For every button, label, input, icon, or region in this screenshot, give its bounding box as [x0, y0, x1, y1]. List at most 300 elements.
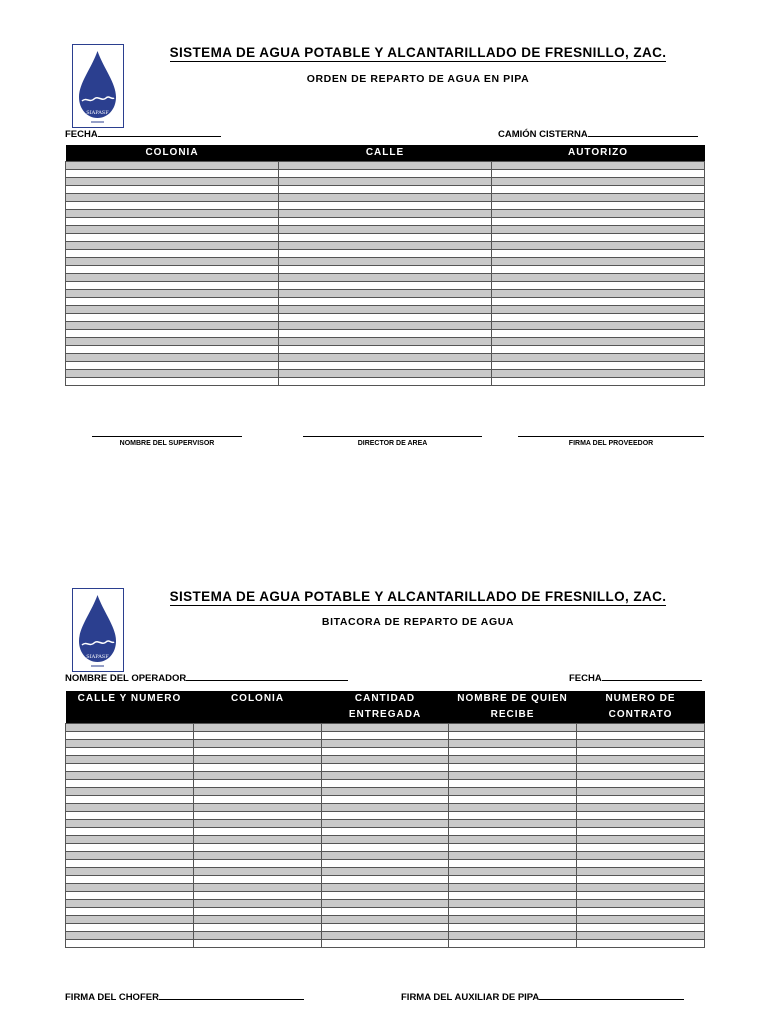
table-cell[interactable] — [492, 178, 705, 186]
table-cell[interactable] — [492, 218, 705, 226]
table-cell[interactable] — [492, 298, 705, 306]
table-row — [66, 202, 705, 210]
table-cell[interactable] — [449, 748, 577, 756]
table-cell[interactable] — [66, 812, 194, 820]
table-cell[interactable] — [492, 242, 705, 250]
table-row — [66, 370, 705, 378]
table-cell[interactable] — [577, 812, 705, 820]
nombre-operador-field[interactable] — [65, 672, 348, 684]
table-cell[interactable] — [194, 812, 322, 820]
table-cell[interactable] — [449, 820, 577, 828]
table-cell[interactable] — [322, 780, 449, 788]
fecha-label: FECHA — [569, 673, 602, 684]
fecha-field[interactable] — [65, 128, 221, 140]
table-cell[interactable] — [66, 772, 194, 780]
form-subtitle: BITACORA DE REPARTO DE AGUA — [321, 616, 515, 628]
table-cell[interactable] — [492, 378, 705, 386]
table-cell[interactable] — [492, 338, 705, 346]
table-cell[interactable] — [577, 940, 705, 948]
table-cell[interactable] — [577, 860, 705, 868]
table-cell[interactable] — [66, 876, 194, 884]
table-cell[interactable] — [449, 924, 577, 932]
table-row — [66, 756, 705, 764]
table-cell[interactable] — [66, 732, 194, 740]
column-header-cantidad-entregada: CANTIDAD ENTREGADA — [322, 691, 449, 724]
table-cell[interactable] — [322, 732, 449, 740]
table-cell[interactable] — [66, 218, 279, 226]
table-cell[interactable] — [577, 748, 705, 756]
signature-label: DIRECTOR DE AREA — [357, 440, 428, 447]
table-cell[interactable] — [449, 804, 577, 812]
table-cell[interactable] — [66, 820, 194, 828]
table-cell[interactable] — [449, 892, 577, 900]
firma-chofer-field[interactable] — [65, 991, 304, 1003]
table-cell[interactable] — [279, 226, 492, 234]
table-cell[interactable] — [577, 804, 705, 812]
table-cell[interactable] — [449, 772, 577, 780]
column-header-calle-y-numero: CALLE Y NUMERO — [66, 691, 194, 724]
table-cell[interactable] — [194, 804, 322, 812]
table-row — [66, 772, 705, 780]
table-cell[interactable] — [66, 860, 194, 868]
table-cell[interactable] — [66, 266, 279, 274]
table-cell[interactable] — [66, 354, 279, 362]
table-cell[interactable] — [279, 330, 492, 338]
order-table — [65, 145, 705, 386]
table-cell[interactable] — [279, 202, 492, 210]
table-cell[interactable] — [66, 924, 194, 932]
table-row — [66, 932, 705, 940]
table-cell[interactable] — [492, 306, 705, 314]
table-cell[interactable] — [577, 740, 705, 748]
table-cell[interactable] — [449, 908, 577, 916]
table-cell[interactable] — [194, 740, 322, 748]
table-row — [66, 900, 705, 908]
table-cell[interactable] — [449, 868, 577, 876]
table-cell[interactable] — [492, 234, 705, 242]
table-cell[interactable] — [194, 828, 322, 836]
table-cell[interactable] — [492, 250, 705, 258]
table-cell[interactable] — [66, 258, 279, 266]
signature-line — [92, 436, 242, 437]
table-cell[interactable] — [66, 748, 194, 756]
table-cell[interactable] — [279, 170, 492, 178]
table-cell[interactable] — [66, 796, 194, 804]
table-cell[interactable] — [194, 772, 322, 780]
table-row — [66, 732, 705, 740]
table-cell[interactable] — [492, 194, 705, 202]
table-cell[interactable] — [194, 908, 322, 916]
table-cell[interactable] — [577, 724, 705, 732]
table-cell[interactable] — [279, 218, 492, 226]
table-cell[interactable] — [577, 828, 705, 836]
table-cell[interactable] — [66, 170, 279, 178]
siapasf-logo — [72, 44, 124, 128]
table-cell[interactable] — [492, 274, 705, 282]
table-cell[interactable] — [449, 836, 577, 844]
table-cell[interactable] — [66, 780, 194, 788]
table-cell[interactable] — [322, 900, 449, 908]
table-cell[interactable] — [449, 796, 577, 804]
table-cell[interactable] — [492, 186, 705, 194]
table-cell[interactable] — [66, 844, 194, 852]
table-cell[interactable] — [492, 170, 705, 178]
signature-proveedor[interactable] — [518, 436, 704, 447]
table-cell[interactable] — [279, 378, 492, 386]
table-cell[interactable] — [66, 250, 279, 258]
table-cell[interactable] — [322, 804, 449, 812]
table-cell[interactable] — [66, 884, 194, 892]
table-cell[interactable] — [279, 242, 492, 250]
table-cell[interactable] — [492, 162, 705, 170]
log-table — [65, 691, 705, 948]
table-row — [66, 812, 705, 820]
table-cell[interactable] — [194, 892, 322, 900]
firma-auxiliar-field[interactable] — [401, 991, 684, 1003]
signature-label: NOMBRE DEL SUPERVISOR — [119, 440, 215, 447]
table-cell[interactable] — [577, 916, 705, 924]
table-row — [66, 740, 705, 748]
table-cell[interactable] — [322, 764, 449, 772]
table-cell[interactable] — [492, 354, 705, 362]
table-cell[interactable] — [194, 764, 322, 772]
table-cell[interactable] — [194, 732, 322, 740]
table-row — [66, 162, 705, 170]
table-cell[interactable] — [449, 852, 577, 860]
table-cell[interactable] — [66, 290, 279, 298]
table-cell[interactable] — [66, 764, 194, 772]
table-cell[interactable] — [194, 916, 322, 924]
table-cell[interactable] — [66, 194, 279, 202]
table-cell[interactable] — [577, 900, 705, 908]
table-cell[interactable] — [279, 290, 492, 298]
table-cell[interactable] — [449, 876, 577, 884]
table-cell[interactable] — [322, 932, 449, 940]
table-cell[interactable] — [194, 924, 322, 932]
table-cell[interactable] — [492, 202, 705, 210]
table-cell[interactable] — [66, 804, 194, 812]
form-subtitle: ORDEN DE REPARTO DE AGUA EN PIPA — [306, 73, 530, 85]
table-cell[interactable] — [66, 210, 279, 218]
table-cell[interactable] — [449, 756, 577, 764]
column-header-nombre-quien-recibe: NOMBRE DE QUIEN RECIBE — [449, 691, 577, 724]
signature-line — [303, 436, 482, 437]
fecha-label: FECHA — [65, 129, 98, 140]
firma-auxiliar-label: FIRMA DEL AUXILIAR DE PIPA — [401, 992, 540, 1003]
table-cell[interactable] — [322, 836, 449, 844]
table-row — [66, 788, 705, 796]
table-row — [66, 378, 705, 386]
table-cell[interactable] — [66, 932, 194, 940]
column-header-colonia: COLONIA — [194, 691, 322, 724]
table-row — [66, 796, 705, 804]
table-cell[interactable] — [194, 860, 322, 868]
table-cell[interactable] — [194, 788, 322, 796]
table-cell[interactable] — [66, 788, 194, 796]
table-cell[interactable] — [194, 876, 322, 884]
table-cell[interactable] — [279, 162, 492, 170]
table-cell[interactable] — [279, 234, 492, 242]
table-cell[interactable] — [194, 820, 322, 828]
table-cell[interactable] — [449, 812, 577, 820]
table-cell[interactable] — [66, 202, 279, 210]
table-cell[interactable] — [66, 282, 279, 290]
logo-text: SIAPASF — [86, 110, 109, 116]
table-cell[interactable] — [66, 338, 279, 346]
table-cell[interactable] — [66, 298, 279, 306]
table-cell[interactable] — [322, 820, 449, 828]
table-cell[interactable] — [492, 258, 705, 266]
table-row — [66, 844, 705, 852]
table-cell[interactable] — [492, 282, 705, 290]
table-cell[interactable] — [322, 924, 449, 932]
table-cell[interactable] — [322, 916, 449, 924]
table-cell[interactable] — [322, 876, 449, 884]
table-row — [66, 290, 705, 298]
table-row — [66, 820, 705, 828]
table-cell[interactable] — [66, 322, 279, 330]
table-cell[interactable] — [194, 868, 322, 876]
table-cell[interactable] — [194, 748, 322, 756]
table-cell[interactable] — [66, 756, 194, 764]
signature-director[interactable] — [303, 436, 482, 447]
table-cell[interactable] — [322, 740, 449, 748]
table-cell[interactable] — [492, 322, 705, 330]
table-cell[interactable] — [449, 860, 577, 868]
column-header-numero-contrato: NUMERO DE CONTRATO — [577, 691, 705, 724]
table-row — [66, 940, 705, 948]
table-cell[interactable] — [66, 234, 279, 242]
table-cell[interactable] — [577, 820, 705, 828]
table-row — [66, 924, 705, 932]
table-cell[interactable] — [66, 892, 194, 900]
table-cell[interactable] — [577, 852, 705, 860]
table-cell[interactable] — [279, 194, 492, 202]
table-cell[interactable] — [194, 932, 322, 940]
table-cell[interactable] — [279, 370, 492, 378]
table-row — [66, 322, 705, 330]
table-cell[interactable] — [194, 724, 322, 732]
table-cell[interactable] — [577, 868, 705, 876]
table-row — [66, 338, 705, 346]
table-cell[interactable] — [279, 266, 492, 274]
table-cell[interactable] — [194, 940, 322, 948]
column-header-calle: CALLE — [279, 145, 492, 162]
table-cell[interactable] — [279, 314, 492, 322]
table-cell[interactable] — [279, 282, 492, 290]
table-cell[interactable] — [449, 940, 577, 948]
table-cell[interactable] — [577, 932, 705, 940]
table-row — [66, 266, 705, 274]
table-cell[interactable] — [279, 322, 492, 330]
water-drop-icon — [73, 45, 122, 126]
table-cell[interactable] — [66, 378, 279, 386]
column-header-colonia: COLONIA — [66, 145, 279, 162]
table-cell[interactable] — [279, 354, 492, 362]
table-cell[interactable] — [492, 226, 705, 234]
table-cell[interactable] — [577, 884, 705, 892]
table-cell[interactable] — [492, 314, 705, 322]
table-cell[interactable] — [194, 852, 322, 860]
table-cell[interactable] — [577, 796, 705, 804]
table-row — [66, 362, 705, 370]
table-cell[interactable] — [279, 362, 492, 370]
water-drop-icon — [73, 589, 122, 670]
table-cell[interactable] — [279, 186, 492, 194]
table-row — [66, 764, 705, 772]
table-cell[interactable] — [322, 828, 449, 836]
table-cell[interactable] — [194, 756, 322, 764]
table-cell[interactable] — [66, 274, 279, 282]
table-cell[interactable] — [66, 370, 279, 378]
table-row — [66, 234, 705, 242]
table-cell[interactable] — [279, 274, 492, 282]
table-cell[interactable] — [66, 186, 279, 194]
table-cell[interactable] — [492, 266, 705, 274]
table-cell[interactable] — [194, 900, 322, 908]
table-cell[interactable] — [66, 330, 279, 338]
table-row — [66, 836, 705, 844]
table-row — [66, 354, 705, 362]
table-cell[interactable] — [279, 250, 492, 258]
table-cell[interactable] — [577, 892, 705, 900]
table-cell[interactable] — [66, 900, 194, 908]
table-cell[interactable] — [449, 788, 577, 796]
table-row — [66, 876, 705, 884]
table-cell[interactable] — [66, 836, 194, 844]
table-cell[interactable] — [322, 756, 449, 764]
form-title: SISTEMA DE AGUA POTABLE Y ALCANTARILLADO DE FRESNILLO, ZAC. — [169, 45, 667, 60]
table-cell[interactable] — [449, 732, 577, 740]
table-cell[interactable] — [492, 210, 705, 218]
table-cell[interactable] — [279, 306, 492, 314]
camion-cisterna-field[interactable] — [498, 128, 698, 140]
table-cell[interactable] — [66, 868, 194, 876]
table-cell[interactable] — [279, 258, 492, 266]
table-cell[interactable] — [66, 916, 194, 924]
table-cell[interactable] — [66, 226, 279, 234]
table-row — [66, 724, 705, 732]
table-row — [66, 306, 705, 314]
table-row — [66, 250, 705, 258]
table-cell[interactable] — [194, 796, 322, 804]
table-cell[interactable] — [492, 346, 705, 354]
table-cell[interactable] — [577, 756, 705, 764]
table-cell[interactable] — [322, 796, 449, 804]
table-cell[interactable] — [322, 772, 449, 780]
table-cell[interactable] — [66, 828, 194, 836]
table-cell[interactable] — [577, 788, 705, 796]
table-cell[interactable] — [577, 772, 705, 780]
table-cell[interactable] — [66, 740, 194, 748]
table-cell[interactable] — [322, 844, 449, 852]
table-cell[interactable] — [322, 884, 449, 892]
table-cell[interactable] — [66, 852, 194, 860]
table-cell[interactable] — [322, 892, 449, 900]
table-cell[interactable] — [66, 306, 279, 314]
table-cell[interactable] — [279, 298, 492, 306]
table-cell[interactable] — [577, 908, 705, 916]
table-cell[interactable] — [322, 860, 449, 868]
table-cell[interactable] — [577, 764, 705, 772]
table-row — [66, 242, 705, 250]
table-cell[interactable] — [66, 908, 194, 916]
table-cell[interactable] — [449, 764, 577, 772]
table-cell[interactable] — [66, 362, 279, 370]
table-cell[interactable] — [449, 780, 577, 788]
signature-supervisor[interactable] — [92, 436, 242, 447]
table-row — [66, 218, 705, 226]
table-cell[interactable] — [66, 346, 279, 354]
table-cell[interactable] — [449, 828, 577, 836]
table-cell[interactable] — [279, 338, 492, 346]
table-cell[interactable] — [449, 884, 577, 892]
table-cell[interactable] — [577, 844, 705, 852]
camion-cisterna-label: CAMIÓN CISTERNA — [498, 129, 588, 140]
table-cell[interactable] — [577, 924, 705, 932]
table-cell[interactable] — [322, 748, 449, 756]
table-cell[interactable] — [322, 868, 449, 876]
table-cell[interactable] — [322, 788, 449, 796]
table-cell[interactable] — [577, 876, 705, 884]
table-row — [66, 178, 705, 186]
table-cell[interactable] — [279, 210, 492, 218]
table-row — [66, 868, 705, 876]
table-cell[interactable] — [449, 844, 577, 852]
fecha-field[interactable] — [569, 672, 702, 684]
table-cell[interactable] — [322, 724, 449, 732]
table-cell[interactable] — [449, 916, 577, 924]
table-cell[interactable] — [577, 836, 705, 844]
table-cell[interactable] — [194, 780, 322, 788]
table-cell[interactable] — [577, 780, 705, 788]
table-row — [66, 346, 705, 354]
siapasf-logo — [72, 588, 124, 672]
table-cell[interactable] — [577, 732, 705, 740]
table-cell[interactable] — [322, 940, 449, 948]
logo-text: SIAPASF — [86, 654, 109, 660]
table-row — [66, 210, 705, 218]
table-cell[interactable] — [449, 900, 577, 908]
table-cell[interactable] — [66, 242, 279, 250]
table-cell[interactable] — [449, 740, 577, 748]
table-cell[interactable] — [449, 932, 577, 940]
table-row — [66, 258, 705, 266]
table-cell[interactable] — [66, 162, 279, 170]
table-cell[interactable] — [66, 314, 279, 322]
table-cell[interactable] — [66, 178, 279, 186]
table-cell[interactable] — [194, 844, 322, 852]
table-cell[interactable] — [66, 724, 194, 732]
order-table-header — [66, 145, 705, 162]
table-cell[interactable] — [322, 852, 449, 860]
signature-line — [518, 436, 704, 437]
table-cell[interactable] — [449, 724, 577, 732]
table-cell[interactable] — [66, 940, 194, 948]
table-cell[interactable] — [492, 330, 705, 338]
table-cell[interactable] — [492, 362, 705, 370]
table-cell[interactable] — [492, 290, 705, 298]
table-cell[interactable] — [279, 178, 492, 186]
table-cell[interactable] — [492, 370, 705, 378]
table-cell[interactable] — [279, 346, 492, 354]
table-cell[interactable] — [322, 908, 449, 916]
table-cell[interactable] — [194, 884, 322, 892]
table-cell[interactable] — [322, 812, 449, 820]
table-row — [66, 892, 705, 900]
table-row — [66, 908, 705, 916]
table-cell[interactable] — [194, 836, 322, 844]
